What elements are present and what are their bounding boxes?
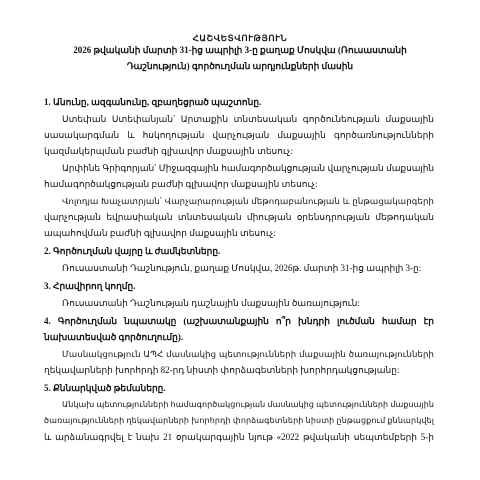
document-subtitle-line-1: 2026 թվականի մարտի 31-ից ապրիլի 3-ը քաղաք Մոսկվա (Ռուսաստանի: [73, 45, 407, 55]
section-4-line: Մասնակցություն ԱՊՀ մասնակից պետությունների մաքսային ծառայությունների: [62, 349, 434, 359]
section-1-line: Ստեփան Ստեփանյան՝ Արտաքին տնտեսական գործունեության մաքսային: [62, 114, 434, 124]
section-1-line: Արփինե Գրիգորյան՝ Միջազգային համագործակցության վարչության մաքսային: [62, 163, 434, 173]
section-5-heading: 5. Քննարկված թեմաները.: [44, 383, 166, 393]
section-2-heading: 2. Գործուղման վայրը և ժամկետները.: [44, 246, 221, 256]
document-title: ՀԱՇՎԵՏՎՈՒԹՅՈՒՆ: [192, 33, 288, 43]
section-4-heading: 4. Գործուղման նպատակը (աշխատանքային ո՞ր խնդրի լուծման համար էր: [44, 316, 434, 326]
section-1-line: Վոլոդյա Խաչատրյան՝ Վարչարարության մեթոդաբանության և ընթացակարգերի: [62, 196, 434, 206]
document-subtitle-line-2: Դաշնություն) գործուղման արդյունքների մասին: [126, 61, 354, 71]
section-1-line: ապահովման բաժնի գլխավոր մաքսային տեսուչ:: [44, 228, 276, 238]
section-2-line: Ռուսաստանի Դաշնություն, քաղաք Մոսկվա, 2026թ. մարտի 31-ից ապրիլի 3-ը:: [62, 263, 422, 273]
section-4-heading-cont: նախատեսված գործուղումը).: [44, 332, 184, 342]
section-5-line: Անկախ պետությունների համագործակցության մասնակից պետությունների մաքսային: [62, 400, 434, 409]
section-3-heading: 3. Հրավիրող կողմը.: [44, 281, 136, 291]
section-5-line: ծառայությունների ղեկավարների խորհրդի փորձագետների նիստի ընթացքում քննարկվել: [44, 416, 434, 425]
section-1-line: սասակարգման և հսկողության վարչության մաքսային գործառնությունների: [44, 130, 434, 140]
section-4-line: ղեկավարների խորհրդի 82-րդ նիստի փորձագետների խորհրդակցությանը:: [44, 365, 400, 375]
section-1-heading: 1. Անունը, ազգանունը, զբաղեցրած պաշտոնը.: [44, 97, 262, 107]
section-1-line: վարչության եվրասիական տնտեսական միության օրենսդրության մեթոդական: [44, 212, 434, 222]
section-3-line: Ռուսաստանի Դաշնության դաշնային մաքսային ծառայություն:: [62, 298, 360, 308]
section-1-line: կազմակերպման բաժնի գլխավոր մաքսային տեսուչ:: [44, 146, 294, 156]
section-1-line: համագործակցության բաժնի գլխավոր մաքսային տեսուչ:: [44, 179, 318, 189]
section-5-line: և արձանագրվել է նախ 21 օրակարգային նյութ «2022 թվականի սեպտեմբերի 5-ի: [44, 432, 434, 442]
